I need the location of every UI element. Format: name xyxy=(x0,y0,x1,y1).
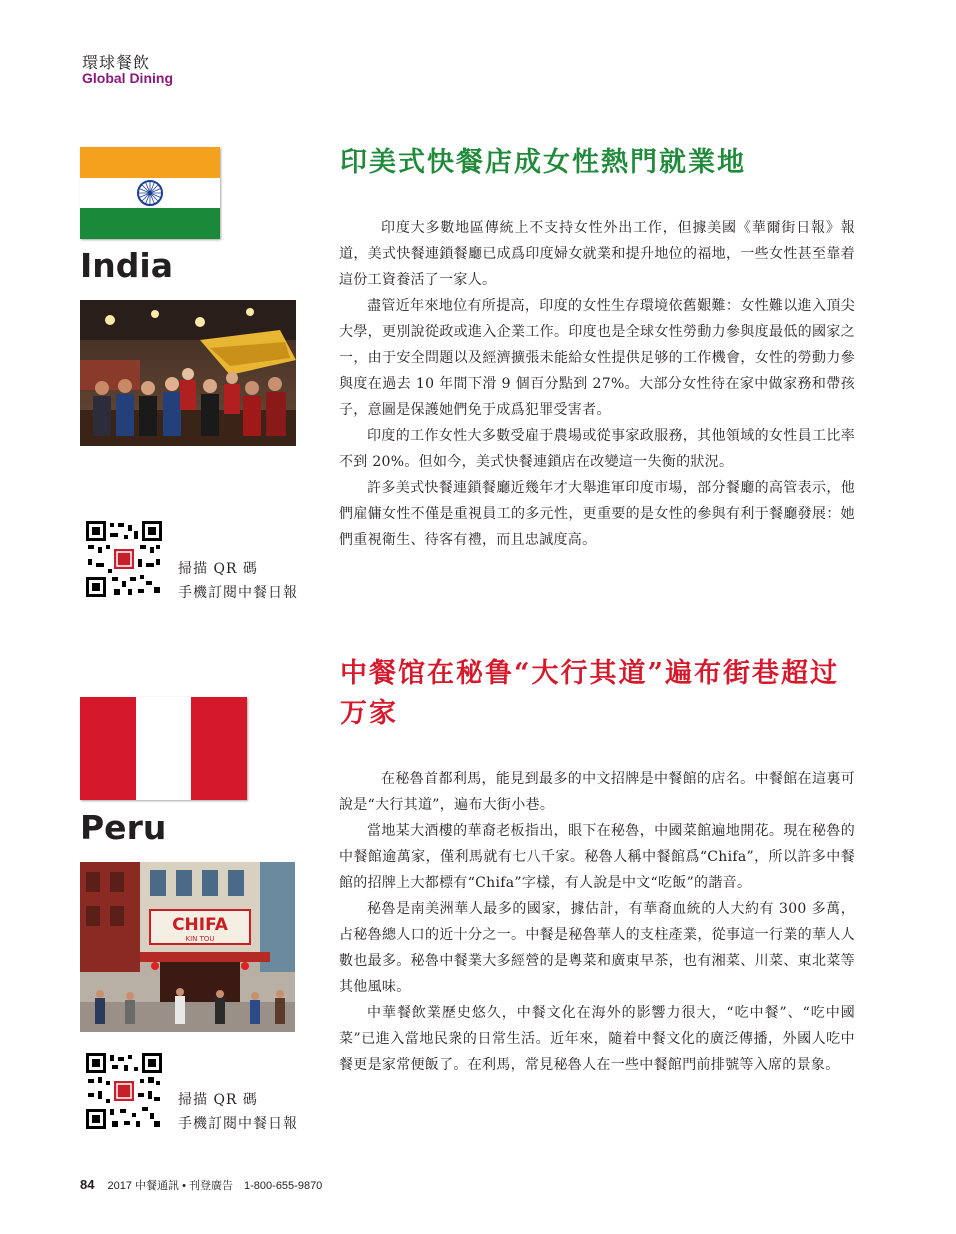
paragraph: 印度大多數地區傳統上不支持女性外出工作，但據美國《華爾街日報》報道，美式快餐連鎖餐廳已成爲印度婦女就業和提升地位的福地，一些女性甚至靠着這份工資養活了一家人。 xyxy=(339,220,855,288)
paragraph: 許多美式快餐連鎖餐廳近幾年才大舉進軍印度市場，部分餐廳的高管表示，他們雇傭女性不僅是重視員工的多元性，更重要的是女性的參與有利于餐廳發展：她們重視衛生、待客有禮，而且忠誠度高。 xyxy=(339,480,855,548)
paragraph: 中華餐飲業歷史悠久，中餐文化在海外的影響力很大，“吃中餐”、“吃中國菜”已進入當地民衆的日常生活。近年來，隨着中餐文化的廣泛傳播，外國人吃中餐更是家常便飯了。在利馬，常見秘魯人在一些中餐館門前排號等入席的景象。 xyxy=(339,1005,855,1073)
article-body-india xyxy=(339,215,855,553)
footer-text: 2017 中餐通訊 • 刊登廣告 1-800-655-9870 xyxy=(107,1180,323,1192)
ashoka-chakra-icon xyxy=(136,179,164,207)
qr-code-india[interactable] xyxy=(84,519,164,599)
qr-code-peru[interactable] xyxy=(84,1051,164,1131)
country-label-india: India xyxy=(80,246,173,285)
page-footer xyxy=(80,1177,322,1193)
qr-caption-peru xyxy=(178,1088,298,1136)
paragraph: 在秘魯首都利馬，能見到最多的中文招牌是中餐館的店名。中餐館在這裏可說是“大行其道”，遍布大街小巷。 xyxy=(339,771,855,813)
peru-chifa-photo xyxy=(80,862,295,1032)
qr-caption-line-1: 掃描 QR 碼 xyxy=(178,561,258,577)
india-staff-photo xyxy=(80,300,296,446)
paragraph: 當地某大酒樓的華裔老板指出，眼下在秘魯，中國菜館遍地開花。現在秘魯的中餐館逾萬家，僅利馬就有七八千家。秘魯人稱中餐館爲“Chifa”，所以許多中餐館的招牌上大都標有“Chifa”字樣，有人說是中文“吃飯”的諧音。 xyxy=(339,823,855,891)
paragraph: 盡管近年來地位有所提高，印度的女性生存環境依舊艱難：女性難以進入頂尖大學，更別說從政或進入企業工作。印度也是全球女性勞動力參與度最低的國家之一，由于安全問題以及經濟擴張未能給女性提供足够的工作機會，女性的勞動力參與度在過去 10 年間下滑 9 個百分點到 27%。大部分女性待在家中做家務和帶孩子，意圖是保護她們免于成爲犯罪受害者。 xyxy=(339,298,855,418)
paragraph: 印度的工作女性大多數受雇于農場或從事家政服務，其他領域的女性員工比率不到 20%。但如今，美式快餐連鎖店在改變這一失衡的狀況。 xyxy=(339,428,855,470)
paragraph: 秘魯是南美洲華人最多的國家，據估計，有華裔血統的人大約有 300 多萬，占秘魯總人口的近十分之一。中餐是秘魯華人的支柱產業，從事這一行業的華人人數也最多。秘魯中餐業大多經營的是粵菜和廣東早茶，也有湘菜、川菜、東北菜等其他風味。 xyxy=(339,901,855,995)
qr-caption-line-2: 手機訂閱中餐日報 xyxy=(178,585,298,601)
country-label-peru: Peru xyxy=(80,808,167,847)
peru-flag-icon xyxy=(80,697,247,800)
page-number: 84 xyxy=(80,1177,95,1192)
photo-sign-chifa: CHIFA xyxy=(172,915,228,935)
section-title-en: Global Dining xyxy=(82,70,173,86)
qr-caption-line-1: 掃描 QR 碼 xyxy=(178,1092,258,1108)
article-body-peru xyxy=(339,766,855,1078)
section-title-cn: 環球餐飲 xyxy=(82,53,151,72)
india-flag-icon xyxy=(80,147,220,239)
headline-india: 印美式快餐店成女性熱門就業地 xyxy=(340,147,746,178)
qr-caption-line-2: 手機訂閱中餐日報 xyxy=(178,1116,298,1132)
photo-sign-kintou: KIN TOU xyxy=(185,935,215,943)
qr-caption-india xyxy=(178,557,298,605)
headline-peru: 中餐馆在秘鲁“大行其道”遍布街巷超过万家 xyxy=(340,658,840,729)
